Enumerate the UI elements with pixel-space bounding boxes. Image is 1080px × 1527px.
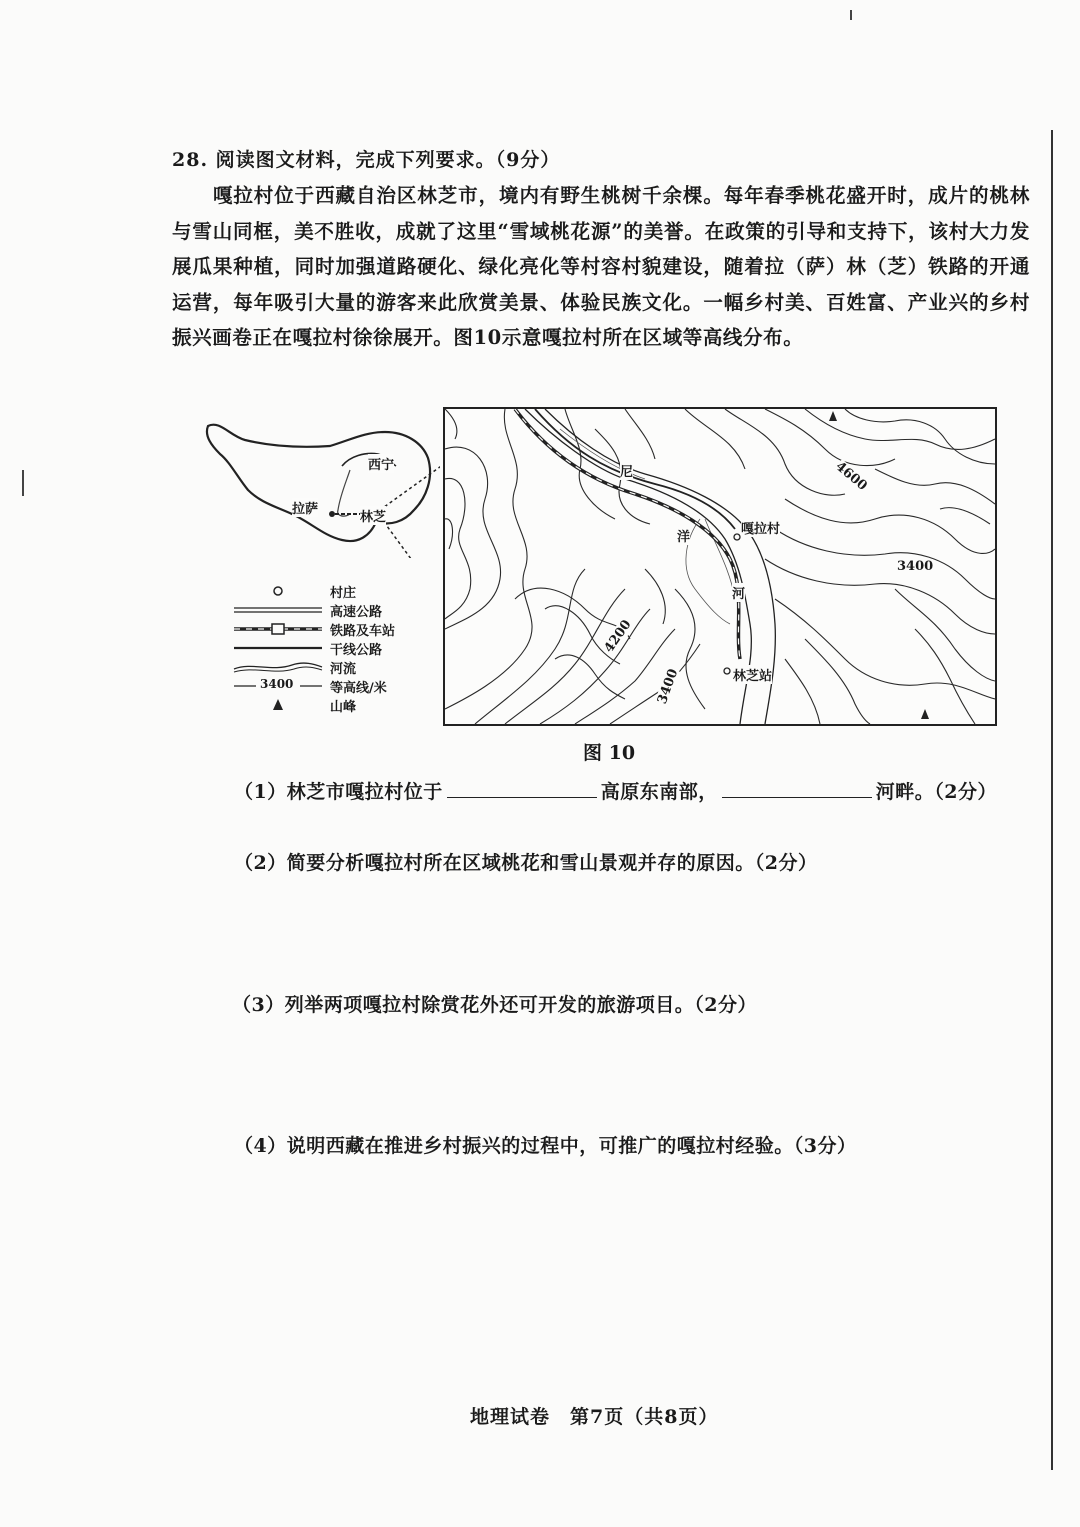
highway-icon	[232, 639, 324, 657]
contour-map	[443, 407, 997, 726]
sub-question-1: （1）林芝市嘎拉村位于 高原东南部， 河畔。（2分）	[234, 781, 997, 803]
river-icon	[232, 658, 324, 676]
legend-item-contour: 3400 等高线/米	[232, 677, 432, 695]
answer-blank-2[interactable]	[722, 779, 872, 798]
contour-label-4200: 4200	[601, 617, 635, 656]
river-char-ni: 尼	[620, 461, 633, 480]
contour-sample-value: 3400	[260, 677, 294, 691]
village-icon	[232, 582, 324, 600]
legend-item-highway: 干线公路	[232, 639, 432, 657]
contour-label-3400-bottom: 3400	[654, 666, 682, 707]
peak-icon	[232, 696, 324, 714]
legend-item-expressway: 高速公路	[232, 601, 432, 619]
label-xining: 西宁	[368, 454, 394, 473]
legend-item-peak: 山峰	[232, 696, 432, 714]
label-lhasa: 拉萨	[292, 498, 318, 517]
legend-item-railway: 铁路及车站	[232, 620, 432, 638]
station-label-linzhi: 林芝站	[733, 665, 772, 684]
legend-item-village: 村庄	[232, 582, 432, 600]
expressway-icon	[232, 601, 324, 619]
legend-item-river: 河流	[232, 658, 432, 676]
figure-caption: 图 10	[583, 742, 636, 764]
river-char-yang: 洋	[677, 526, 690, 545]
sub-question-4: （4）说明西藏在推进乡村振兴的过程中，可推广的嘎拉村经验。（3分）	[234, 1135, 857, 1157]
scan-mark	[850, 10, 852, 20]
sub-question-3: （3）列举两项嘎拉村除赏花外还可开发的旅游项目。（2分）	[232, 994, 757, 1016]
scan-mark	[22, 470, 24, 496]
map-legend	[232, 582, 432, 717]
river-char-he: 河	[732, 583, 745, 602]
question-passage: 嘎拉村位于西藏自治区林芝市，境内有野生桃树千余棵。每年春季桃花盛开时，成片的桃林与雪山同框，美不胜收，成就了这里“雪域桃花源”的美誉。在政策的引导和支持下，该村大力发展瓜果种植，同时加强道路硬化、绿化亮化等村容村貌建设，随着拉（萨）林（芝）铁路的开通运营，每年吸引大量的游客来此欣赏美景、体验民族文化。一幅乡村美、百姓富、产业兴的乡村振兴画卷正在嘎拉村徐徐展开。图10示意嘎拉村所在区域等高线分布。	[172, 184, 1030, 349]
page-edge-line	[1051, 130, 1053, 1470]
locator-map	[200, 418, 440, 558]
answer-blank-1[interactable]	[447, 779, 597, 798]
sub-question-2: （2）简要分析嘎拉村所在区域桃花和雪山景观并存的原因。（2分）	[234, 852, 818, 874]
village-label-gala: 嘎拉村	[741, 518, 780, 537]
locator-map-outline	[200, 418, 440, 558]
railway-icon	[232, 620, 324, 638]
question-title: 28. 阅读图文材料，完成下列要求。（9分）	[172, 149, 561, 171]
contour-label-4600: 4600	[832, 459, 870, 494]
page-footer: 地理试卷 第7页（共8页）	[470, 1406, 719, 1428]
contour-label-3400-right: 3400	[897, 559, 934, 574]
label-linzhi: 林芝	[360, 506, 386, 525]
